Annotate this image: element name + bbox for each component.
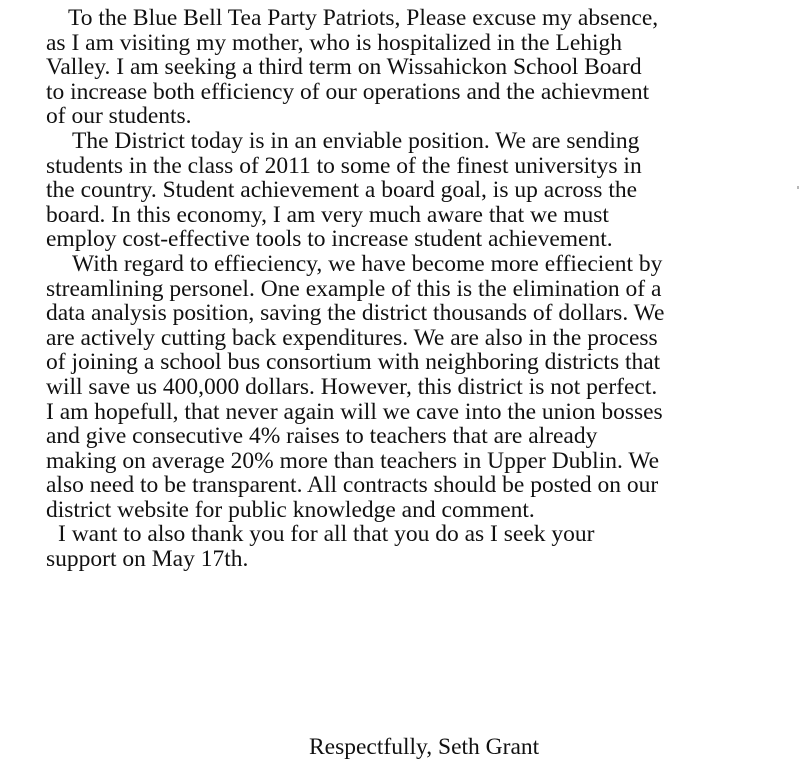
letter-line: employ cost-effective tools to increase student achievement. xyxy=(46,226,613,253)
letter-signoff: Respectfully, Seth Grant xyxy=(309,734,540,760)
letter-line: of joining a school bus consortium with neighboring districts that xyxy=(46,349,661,376)
letter-line: data analysis position, saving the district thousands of dollars. We xyxy=(46,300,665,327)
paragraph-efficiency xyxy=(46,252,786,523)
letter-line: making on average 20% more than teachers in Upper Dublin. We xyxy=(46,447,660,474)
letter-line: will save us 400,000 dollars. However, this district is not perfect. xyxy=(46,373,658,400)
letter-line: Valley. I am seeking a third term on Wissahickon School Board xyxy=(46,54,642,81)
letter-line: as I am visiting my mother, who is hospitalized in the Lehigh xyxy=(46,29,623,56)
letter-line: support on May 17th. xyxy=(46,546,249,573)
paragraph-district-position xyxy=(46,129,786,252)
paragraph-thanks xyxy=(46,522,786,571)
letter-line: To the Blue Bell Tea Party Patriots, Please excuse my absence, xyxy=(68,5,659,31)
letter-line: streamlining personel. One example of this is the elimination of a xyxy=(46,275,662,302)
letter-line: are actively cutting back expenditures. We are also in the process xyxy=(46,324,658,351)
letter-line: district website for public knowledge and comment. xyxy=(46,496,535,523)
letter-line: to increase both efficiency of our operations and the achievment xyxy=(46,78,650,105)
letter-line: With regard to effieciency, we have become more effiecient by xyxy=(72,250,663,277)
letter-line: The District today is in an enviable position. We are sending xyxy=(72,127,640,154)
letter-line: the country. Student achievement a board goal, is up across the xyxy=(46,177,638,204)
letter-line: I am hopefull, that never again will we cave into the union bosses xyxy=(46,398,663,425)
letter-line: and give consecutive 4% raises to teachers that are already xyxy=(46,423,598,450)
letter-body xyxy=(46,6,786,572)
letter-line: of our students. xyxy=(46,103,192,130)
letter-line: students in the class of 2011 to some of the finest universitys in xyxy=(46,152,642,179)
scan-speck xyxy=(797,186,799,189)
letter-line: also need to be transparent. All contracts should be posted on our xyxy=(46,472,659,499)
letter-line: board. In this economy, I am very much aware that we must xyxy=(46,201,609,228)
paragraph-greeting xyxy=(46,6,786,129)
letter-line: I want to also thank you for all that you do as I seek your xyxy=(58,521,595,548)
